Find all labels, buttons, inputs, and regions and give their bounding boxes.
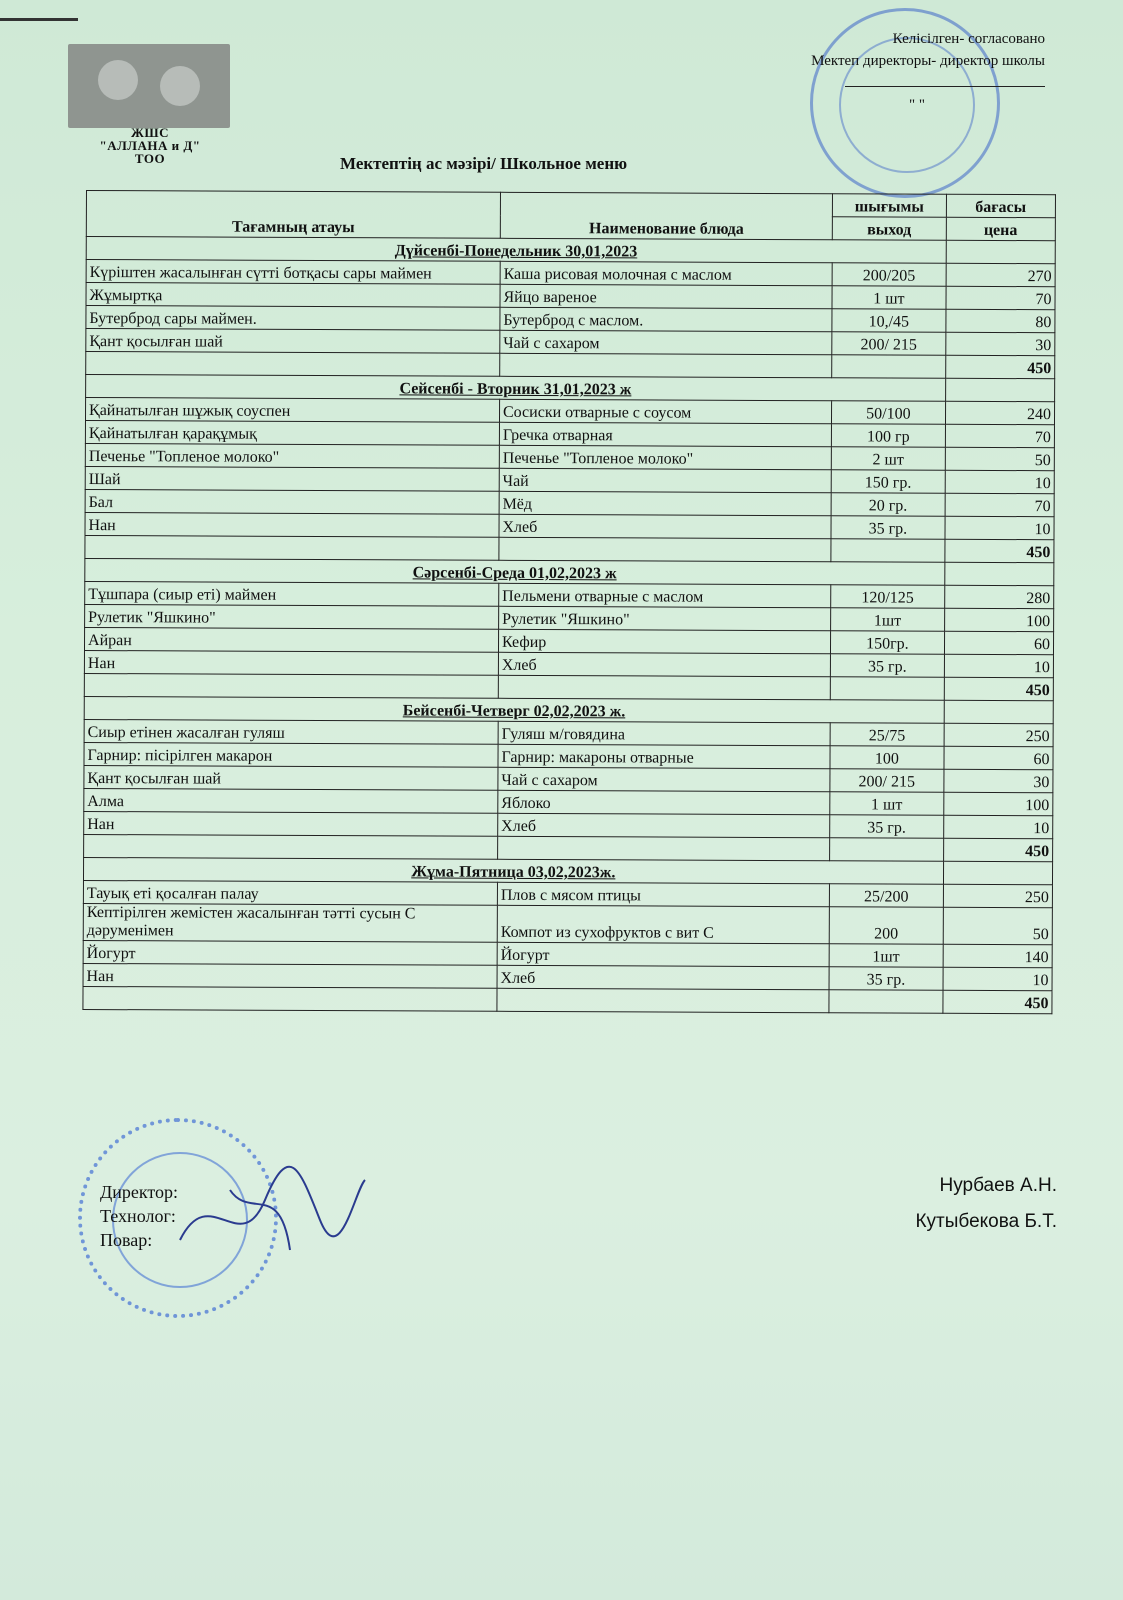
dish-output: 200: [829, 907, 943, 944]
dish-name-kz: Тұшпара (сиыр еті) маймен: [85, 581, 499, 606]
company-logo-text: [60, 126, 240, 165]
dish-price: 250: [944, 723, 1053, 746]
page-title: Мектептің ас мәзірі/ Школьное меню: [340, 154, 628, 173]
dish-output: 1 шт: [832, 286, 946, 309]
dish-name-kz: Нан: [85, 512, 499, 537]
dish-name-ru: Яблоко: [498, 790, 830, 814]
dish-price: 250: [943, 884, 1052, 907]
day-title: Жұма-Пятница 03,02,2023ж.: [83, 857, 943, 884]
dish-name-ru: Чай с сахаром: [498, 767, 830, 791]
total-empty: [86, 352, 500, 377]
signature-names: [915, 1168, 1057, 1240]
label-director: Директор:: [100, 1182, 179, 1202]
dish-name-ru: Пельмени отварные с маслом: [499, 583, 831, 607]
dish-output: 200/ 215: [832, 332, 946, 355]
table-row: [83, 903, 1052, 944]
dish-output: 1 шт: [830, 792, 944, 815]
dish-price: 100: [944, 608, 1053, 631]
dish-name-kz: Күріштен жасалынған сүтті ботқасы сары маймен: [86, 260, 500, 285]
dish-name-kz: Сиыр етінен жасалған гуляш: [84, 719, 498, 744]
dish-price: 140: [943, 944, 1052, 967]
approval-agreed: Келісілген- согласовано: [892, 31, 1045, 47]
day-header-empty: [944, 700, 1053, 723]
header-kz: Тағамның атауы: [86, 191, 500, 239]
dish-output: 50/100: [832, 401, 946, 424]
dish-output: 1шт: [829, 944, 943, 967]
dish-name-ru: Печенье "Топленое молоко": [499, 445, 831, 469]
total-empty: [832, 355, 946, 378]
total-empty: [829, 990, 943, 1013]
dish-name-kz: Гарнир: пісірілген макарон: [84, 742, 498, 767]
dish-name-ru: Бутерброд с маслом.: [500, 307, 832, 331]
dish-output: 35 гр.: [831, 516, 945, 539]
menu-table: [82, 190, 1056, 1014]
dish-output: 2 шт: [831, 447, 945, 470]
total-empty: [498, 675, 830, 699]
dish-name-kz: Шай: [85, 466, 499, 491]
name-technologist: Кутыбекова Б.Т.: [915, 1211, 1057, 1232]
total-empty: [831, 539, 945, 562]
dish-name-ru: Сосиски отварные с соусом: [499, 399, 831, 423]
dish-name-ru: Чай: [499, 468, 831, 492]
dish-price: 50: [943, 907, 1053, 944]
dish-name-kz: Алма: [84, 788, 498, 813]
dish-name-ru: Кефир: [498, 629, 830, 653]
dish-name-kz: Рулетик "Яшкино": [85, 604, 499, 629]
header-ru: Наименование блюда: [500, 192, 832, 239]
dish-name-kz: Кептірілген жемістен жасалынған тәтті сусын С дәруменімен: [83, 903, 497, 942]
total-empty: [85, 535, 499, 560]
logo-line-1: ЖШС: [130, 125, 170, 140]
dish-name-ru: Чай с сахаром: [500, 330, 832, 354]
dish-price: 10: [943, 815, 1052, 838]
dish-output: 20 гр.: [831, 493, 945, 516]
day-header-empty: [945, 378, 1054, 401]
dish-price: 10: [943, 967, 1052, 990]
dish-name-kz: Айран: [84, 627, 498, 652]
dish-price: 30: [945, 332, 1054, 355]
total-empty: [84, 834, 498, 859]
total-empty: [499, 537, 831, 561]
label-technologist: Технолог:: [100, 1206, 176, 1226]
dish-price: 240: [945, 401, 1054, 424]
dish-output: 120/125: [831, 585, 945, 608]
dish-price: 10: [945, 470, 1054, 493]
day-title: Бейсенбі-Четверг 02,02,2023 ж.: [84, 696, 944, 723]
header-price-ru: цена: [946, 217, 1055, 240]
dish-name-ru: Хлеб: [499, 514, 831, 538]
total-empty: [84, 673, 498, 698]
day-total: 450: [944, 677, 1053, 700]
header-output-ru: выход: [832, 217, 946, 240]
total-empty: [500, 353, 832, 377]
day-header-empty: [944, 562, 1053, 585]
total-empty: [830, 677, 944, 700]
dish-price: 70: [945, 493, 1054, 516]
dish-output: 35 гр.: [829, 967, 943, 990]
dish-price: 10: [944, 654, 1053, 677]
dish-output: 100: [830, 746, 944, 769]
dish-name-ru: Яйцо вареное: [500, 284, 832, 308]
header-price-kz: бағасы: [946, 194, 1055, 217]
dish-price: 80: [945, 309, 1054, 332]
company-logo: [68, 44, 230, 128]
dish-name-ru: Рулетик "Яшкино": [499, 606, 831, 630]
day-header-empty: [943, 861, 1052, 884]
signature-labels: [100, 1180, 178, 1252]
dish-name-kz: Нан: [84, 811, 498, 836]
day-title: Дүйсенбі-Понедельник 30,01,2023: [86, 237, 946, 264]
table-row: [83, 880, 1052, 907]
dish-name-kz: Қайнатылған шұжық соуспен: [85, 398, 499, 423]
dish-price: 60: [944, 746, 1053, 769]
dish-price: 280: [944, 585, 1053, 608]
total-empty: [830, 838, 944, 861]
day-title: Сәрсенбі-Среда 01,02,2023 ж: [85, 558, 945, 585]
dish-output: 10,/45: [832, 309, 946, 332]
approval-date: " ": [909, 97, 925, 113]
dish-name-ru: Гречка отварная: [499, 422, 831, 446]
dish-price: 50: [945, 447, 1054, 470]
approval-director: Мектеп директоры- директор школы: [811, 53, 1045, 69]
dish-output: 25/75: [830, 723, 944, 746]
dish-name-ru: Йогурт: [497, 942, 829, 966]
day-header-empty: [946, 240, 1055, 263]
dish-name-kz: Тауық еті қосалған палау: [83, 880, 497, 905]
dish-name-kz: Нан: [84, 650, 498, 675]
dish-output: 25/200: [830, 884, 944, 907]
dish-name-ru: Каша рисовая молочная с маслом: [500, 261, 832, 285]
dish-name-kz: Бал: [85, 489, 499, 514]
dish-name-kz: Нан: [83, 963, 497, 988]
dish-name-ru: Хлеб: [498, 652, 830, 676]
dish-output: 100 гр: [832, 424, 946, 447]
dish-price: 70: [945, 424, 1054, 447]
day-total-row: [83, 986, 1052, 1013]
dish-name-ru: Хлеб: [498, 813, 830, 837]
dish-output: 35 гр.: [830, 815, 944, 838]
signature-scribble: [170, 1160, 370, 1270]
dish-name-ru: Гуляш м/говядина: [498, 721, 830, 745]
logo-line-2: "АЛЛАНА и Д": [99, 138, 201, 153]
dish-name-kz: Йогурт: [83, 940, 497, 965]
dish-output: 150 гр.: [831, 470, 945, 493]
dish-price: 100: [943, 792, 1052, 815]
dish-output: 1шт: [831, 608, 945, 631]
dish-output: 35 гр.: [831, 654, 945, 677]
dish-name-ru: Компот из сухофруктов с вит С: [497, 905, 829, 943]
day-total: 450: [944, 539, 1053, 562]
dish-price: 60: [944, 631, 1053, 654]
dish-name-ru: Хлеб: [497, 965, 829, 989]
dish-price: 70: [946, 286, 1055, 309]
dish-name-kz: Бутерброд сары маймен.: [86, 306, 500, 331]
dish-price: 30: [943, 769, 1052, 792]
dish-name-kz: Қант қосылған шай: [84, 765, 498, 790]
logo-line-3: ТОО: [134, 151, 166, 166]
dish-name-kz: Қайнатылған қарақұмық: [85, 421, 499, 446]
dish-name-ru: Мёд: [499, 491, 831, 515]
total-empty: [497, 988, 829, 1012]
total-empty: [83, 986, 497, 1011]
total-empty: [498, 836, 830, 860]
dish-name-ru: Гарнир: макароны отварные: [498, 744, 830, 768]
day-title: Сейсенбі - Вторник 31,01,2023 ж: [86, 375, 946, 402]
top-edge-line: [0, 18, 78, 21]
day-total: 450: [943, 838, 1052, 861]
dish-name-kz: Қант қосылған шай: [86, 329, 500, 354]
dish-output: 200/205: [832, 263, 946, 286]
day-total: 450: [943, 990, 1052, 1013]
day-total: 450: [945, 355, 1054, 378]
dish-name-kz: Жұмыртқа: [86, 283, 500, 308]
approval-signature-line: [845, 72, 1045, 87]
dish-price: 270: [946, 263, 1055, 286]
header-output-kz: шығымы: [833, 194, 947, 217]
approval-block: [811, 28, 1045, 116]
dish-price: 10: [945, 516, 1054, 539]
label-cook: Повар:: [100, 1230, 153, 1250]
table-row: [84, 742, 1053, 769]
name-director: Нурбаев А.Н.: [939, 1175, 1057, 1196]
dish-name-ru: Плов с мясом птицы: [497, 882, 829, 906]
dish-output: 200/ 215: [830, 769, 944, 792]
dish-name-kz: Печенье "Топленое молоко": [85, 443, 499, 468]
dish-output: 150гр.: [831, 631, 945, 654]
